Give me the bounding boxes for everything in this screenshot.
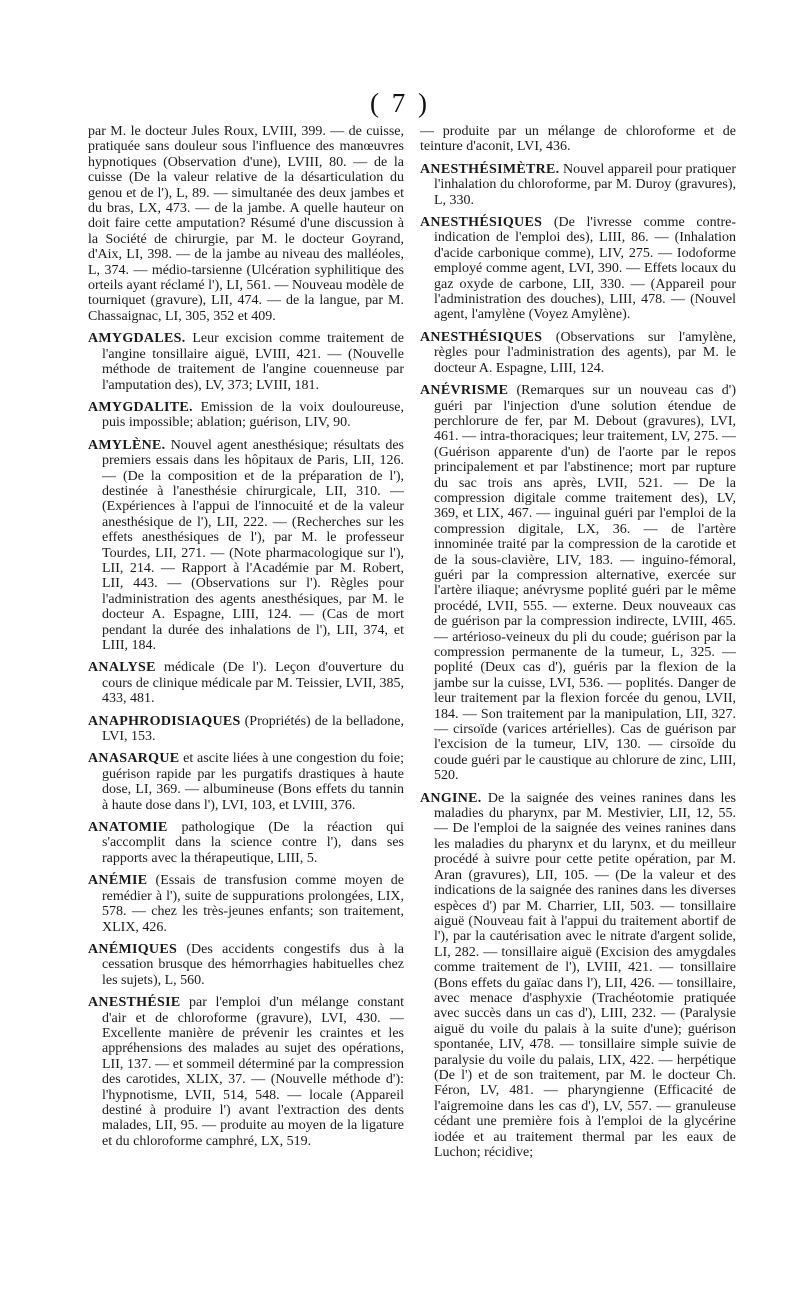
- index-entry-text: Emission de la voix douloureuse, puis impossible; ablation; guérison, LIV, 90.: [102, 399, 404, 431]
- index-entry-text: médicale (De l'). Leçon d'ouverture du cours de clinique médicale par M. Teissier, LVII, 385, 433, 481.: [102, 660, 404, 707]
- index-entry-text: (Observations sur l'amylène, règles pour l'administration des agents), par M. le docteur A. Espagne, LIII, 124.: [434, 329, 736, 376]
- index-entry-text: Leur excision comme traitement de l'angine tonsillaire aiguë, LVIII, 421. — (Nouvelle méthode de traitement de l'angine couenneuse par l'amputation des), LV, 373; LVIII, 181.: [102, 331, 404, 393]
- index-entry-text: (Propriétés) de la belladone, LVI, 153.: [102, 713, 404, 745]
- index-entry-heading: ANESTHÉSIMÈTRE.: [420, 161, 560, 177]
- index-entry: [420, 124, 736, 155]
- index-entry: [88, 873, 404, 935]
- index-entry-text: et ascite liées à une congestion du foie; guérison rapide par les purgatifs drastiques à haute dose, LI, 369. — albumineuse (Bons effets du tannin à haute dose dans l'), LVI, 103, et LVIII, 376.: [102, 751, 404, 813]
- index-entry: [420, 383, 736, 784]
- index-entry-heading: AMYGDALITE.: [88, 399, 193, 415]
- index-entry: [420, 791, 736, 1161]
- right-column: [420, 124, 736, 1167]
- index-entry-heading: ANGINE.: [420, 790, 482, 806]
- index-entry-text: Nouvel appareil pour pratiquer l'inhalation du chloroforme, par M. Duroy (gravures), L, 330.: [434, 161, 736, 208]
- index-entry: [88, 714, 404, 745]
- index-entry: [420, 330, 736, 376]
- left-column: [88, 124, 404, 1156]
- index-entry-text: (Remarques sur un nouveau cas d') guéri par l'injection d'une solution étendue de perchlorure de fer, par M. Debout (gravures), LVI, 461. — intra-thoraciques; leur traitement, LV, 275. — (Guérison apparente d'un) de l'aorte par le repos principalement et par l'abstinence; mort par rupture du sac trois ans après, LVII, 521. — De la compression digitale comme traitement des), LV, 369, et LIX, 467. — inguinal guéri par l'emploi de la compression digitale, LX, 36. — de l'artère innominée traité par la compression de la carotide et de la sous-clavière, LIV, 183. — inguino-fémoral, guéri par la compression alternative, exercée sur l'artère iliaque; anévrysme poplité guéri par le même procédé, LVII, 555. — externe. Deux nouveaux cas de guérison par la compression indirecte, LVIII, 465. — artérioso-veineux du pli du coude; guérison par la compression permanente de la tumeur, L, 325. — poplité (Deux cas d'), guéris par la flexion de la jambe sur la cuisse, LVI, 536. — poplités. Danger de leur traitement par la flexion forcée du genou, LVII, 184. — Son traitement par la manipulation, LII, 327. — cirsoïde (varices artérielles). Cas de guérison par l'excision de la tumeur, LIV, 130. — cirsoïde du coude guéri par le caustique au chlorure de zinc, LIII, 520.: [434, 383, 736, 784]
- index-entry-text: par l'emploi d'un mélange constant d'air et de chloroforme (gravure), LVI, 430. — Excellente manière de prévenir les craintes et les appréhensions des malades au sujet des opérations, LII, 137. — et sommeil déterminé par la compression des carotides, XLIX, 37. — (Nouvelle méthode d'): l'hypnotisme, LVII, 514, 548. — locale (Appareil destiné à produire l') avant l'extraction des dents malades, LII, 95. — produite au moyen de la ligature et du chloroforme camphré, LX, 519.: [102, 995, 404, 1149]
- index-entry-text: (Essais de transfusion comme moyen de remédier à l'), suite de suppurations prolongées, LIX, 578. — chez les très-jeunes enfants; son traitement, XLIX, 426.: [102, 873, 404, 935]
- index-entry-text: Nouvel agent anesthésique; résultats des premiers essais dans les hôpitaux de Paris, LII, 126. — (De la composition et de la préparation de l'), destinée à l'anesthésie chirurgicale, LII, 310. — (Expériences à l'appui de l'innocuité et de la valeur anesthésique de l'), LII, 222. — (Recherches sur les effets anesthésiques de l'), par M. le professeur Tourdes, LII, 271. — (Note pharmacologique sur l'), LII, 214. — Rapport à l'Académie par M. Robert, LII, 443. — (Observations sur l'). Règles pour l'administration des agents anesthésiques, par M. le docteur A. Espagne, LIII, 124. — (Cas de mort pendant la durée des inhalations de l'), LII, 374, et LIII, 184.: [102, 437, 404, 653]
- index-entry-heading: AMYGDALES.: [88, 331, 186, 347]
- index-entry: [88, 124, 404, 324]
- index-entry: [88, 942, 404, 988]
- index-entry: [88, 820, 404, 866]
- index-entry-heading: ANÉVRISME: [420, 383, 509, 399]
- index-entry: [88, 995, 404, 1149]
- index-entry: [88, 400, 404, 431]
- index-entry-heading: ANALYSE: [88, 660, 156, 676]
- index-entry: [88, 660, 404, 706]
- index-entry-text: pathologique (De la réaction qui s'accomplit dans la science contre l'), dans ses rapports avec la thérapeutique, LIII, 5.: [102, 820, 404, 866]
- index-entry: [420, 162, 736, 208]
- index-entry: [420, 215, 736, 323]
- index-entry-text: — produite par un mélange de chloroforme et de teinture d'aconit, LVI, 436.: [420, 124, 736, 155]
- index-entry-heading: ANÉMIQUES: [88, 941, 178, 957]
- index-entry-heading: ANÉMIE: [88, 873, 148, 889]
- index-entry-text: De la saignée des veines ranines dans les maladies du pharynx, par M. Mestivier, LII, 12, 55. — De l'emploi de la saignée des veines ranines dans les maladies du pharynx et du larynx, et du meilleur procédé à suivre pour cette petite opération, par M. Aran (gravures), LII, 105. — (De la valeur et des indications de la saignée des ranines dans les diverses espèces d') par M. Charrier, LII, 503. — tonsillaire aiguë (Nouveau fait à l'appui du traitement abortif de l'), par la cautérisation avec le nitrate d'argent solide, LI, 282. — tonsillaire aiguë (Excision des amygdales comme traitement de l'), LVIII, 421. — tonsillaire (Bons effets du gaïac dans l'), LII, 426. — tonsillaire, avec menace d'asphyxie (Trachéotomie pratiquée avec succès dans un cas d'), LIII, 232. — (Paralysie aiguë du voile du palais à la suite d'une); guérison spontanée, LIV, 478. — tonsillaire simple suivie de paralysie du voile du palais, LIX, 422. — herpétique (De l') et de son traitement, par M. le docteur Ch. Féron, LV, 481. — pharyngienne (Efficacité de l'aigremoine dans les cas d'), LV, 557. — granuleuse cédant une première fois à l'emploi de la glycérine iodée et au traitement thermal par les eaux de Luchon; récidive;: [434, 790, 736, 1160]
- index-entry-heading: AMYLÈNE.: [88, 437, 166, 453]
- index-entry-heading: ANESTHÉSIE: [88, 995, 181, 1011]
- index-entry-heading: ANASARQUE: [88, 751, 180, 767]
- index-entry: [88, 751, 404, 813]
- index-entry-text: (Des accidents congestifs dus à la cessation brusque des hémorrhagies habituelles chez les sujets), L, 560.: [102, 941, 404, 988]
- index-entry-heading: ANESTHÉSIQUES: [420, 329, 543, 345]
- index-entry-heading: ANAPHRODISIAQUES: [88, 713, 241, 729]
- index-entry-text: (De l'ivresse comme contre-indication de l'emploi des), LIII, 86. — (Inhalation d'acide carbonique comme), LIV, 275. — Iodoforme employé comme agent, LVI, 390. — Effets locaux du gaz oxyde de carbone, LII, 330. — (Appareil pour l'administration des douches), LIII, 478. — (Nouvel agent, l'amylène (Voyez Amylène).: [434, 215, 736, 323]
- index-entry: [88, 331, 404, 393]
- index-entry-text: par M. le docteur Jules Roux, LVIII, 399. — de cuisse, pratiquée sans douleur sous l'influence des manœuvres hypnotiques (Observation d'une), LVIII, 80. — de la cuisse (De la valeur relative de la désarticulation du genou et de l'), L, 89. — simultanée des deux jambes et du bras, LX, 473. — de la jambe. A quelle hauteur on doit faire cette amputation? Résumé d'une discussion à la Société de chirurgie, par M. le docteur Goyrand, d'Aix, LI, 398. — de la jambe au niveau des malléoles, L, 374. — médio-tarsienne (Ulcération syphilitique des orteils ayant réclamé l'), LI, 561. — Nouveau modèle de tourniquet (gravure), LII, 474. — de la langue, par M. Chassaignac, LI, 305, 352 et 409.: [88, 124, 404, 324]
- index-entry: [88, 438, 404, 654]
- index-entry-heading: ANESTHÉSIQUES: [420, 215, 543, 231]
- index-entry-heading: ANATOMIE: [88, 820, 168, 836]
- page-number: ( 7 ): [370, 88, 430, 118]
